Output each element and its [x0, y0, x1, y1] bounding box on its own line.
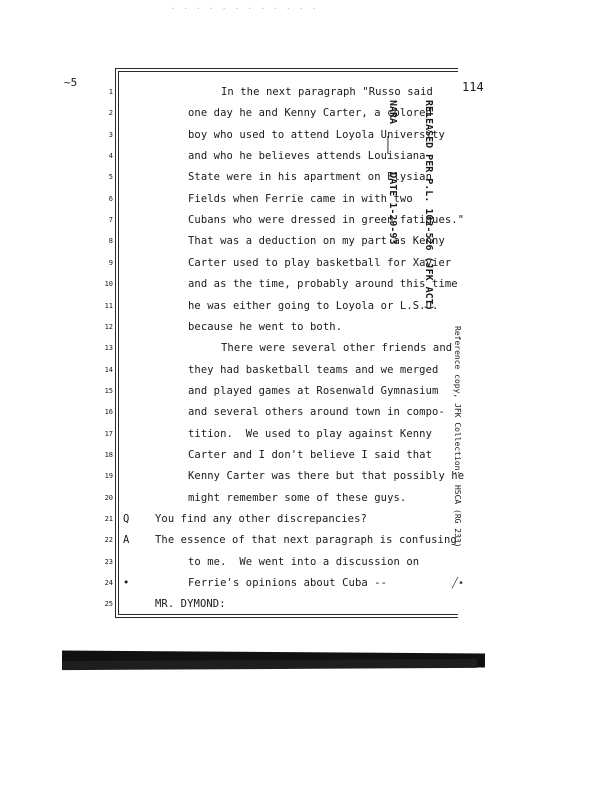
- line-number: 12: [104, 322, 113, 331]
- line-number: 23: [104, 557, 113, 566]
- transcript-line: MR. DYMOND:: [155, 598, 226, 611]
- line-number: 6: [108, 194, 113, 203]
- release-stamp-line-1: RELEASED PER P.L. 102-526 (JFK ACT): [423, 100, 434, 311]
- reference-copy-note: Reference copy, JFK Collection: HSCA (RG 233): [453, 326, 462, 548]
- handwritten-mark: ╱•: [452, 578, 465, 589]
- line-number: 10: [104, 280, 113, 289]
- line-number: 4: [108, 152, 113, 161]
- transcript-line: Carter used to play basketball for Xavier: [188, 256, 452, 269]
- transcript-line: boy who used to attend Loyola University: [188, 128, 445, 141]
- line-number: 24: [104, 579, 113, 588]
- transcript-line: Carter and I don't believe I said that: [188, 448, 433, 461]
- margin-mark: ~5: [64, 76, 78, 89]
- line-number: 11: [104, 301, 113, 310]
- line-number: 5: [108, 173, 113, 182]
- transcript-line: because he went to both.: [188, 320, 343, 333]
- transcript-line: Kenny Carter was there but that possibly he: [188, 470, 465, 483]
- line-number: 17: [104, 429, 113, 438]
- line-number: 15: [104, 386, 113, 395]
- line-number: 1: [108, 88, 113, 96]
- transcript-line: You find any other discrepancies?: [155, 513, 367, 525]
- speaker-label: A: [123, 534, 130, 547]
- line-number: 19: [104, 472, 113, 481]
- line-number: 8: [108, 237, 113, 246]
- page-number: 114: [462, 80, 484, 94]
- speaker-label: Q: [123, 513, 130, 525]
- redaction-bar-edge: [62, 659, 477, 670]
- transcript-line: There were several other friends and: [221, 342, 453, 355]
- transcript-line: to me. We went into a discussion on: [188, 555, 420, 568]
- line-number: 9: [108, 258, 113, 267]
- transcript-line: they had basketball teams and we merged: [188, 363, 439, 376]
- transcript-line: and several others around town in compo-: [188, 406, 445, 419]
- transcript-line: might remember some of these guys.: [188, 491, 407, 504]
- line-number: 16: [104, 408, 113, 417]
- transcript-line: one day he and Kenny Carter, a colored: [188, 107, 433, 120]
- transcript-line: and played games at Rosenwald Gymnasium: [188, 384, 439, 397]
- line-number: 22: [104, 536, 113, 545]
- transcript-line: State were in his apartment on Elysian: [188, 171, 433, 184]
- release-stamp: [374, 100, 458, 311]
- line-number: 13: [104, 344, 113, 353]
- transcript-line: and as the time, probably around this time: [188, 278, 458, 291]
- line-number: 20: [104, 493, 113, 502]
- transcript-line: and who he believes attends Louisiana: [188, 150, 426, 163]
- transcript-line: tition. We used to play against Kenny: [188, 427, 433, 440]
- speaker-label: •: [123, 577, 130, 590]
- line-number: 14: [104, 365, 113, 374]
- transcript-line: he was either going to Loyola or L.S.U.: [188, 299, 439, 312]
- transcript-line: In the next paragraph "Russo said: [221, 86, 433, 98]
- transcript-line: Fields when Ferrie came in with two: [188, 192, 413, 205]
- line-number: 21: [104, 515, 113, 523]
- transcript-line: The essence of that next paragraph is confusing: [155, 534, 457, 547]
- transcript-line: That was a deduction on my part as Kenny: [188, 235, 445, 248]
- line-number: 3: [108, 130, 113, 139]
- transcript-line: Ferrie's opinions about Cuba --: [188, 577, 388, 590]
- line-number: 2: [108, 109, 113, 118]
- faint-header-bleed: . . . . . . . . . . . .: [170, 2, 318, 12]
- line-number: 25: [104, 600, 113, 609]
- transcript-line: Cubans who were dressed in green fatigues.": [188, 214, 465, 227]
- line-number: 7: [108, 216, 113, 225]
- release-stamp-line-2: NARA ___ DATE 1-29-93: [387, 100, 398, 245]
- line-number: 18: [104, 450, 113, 459]
